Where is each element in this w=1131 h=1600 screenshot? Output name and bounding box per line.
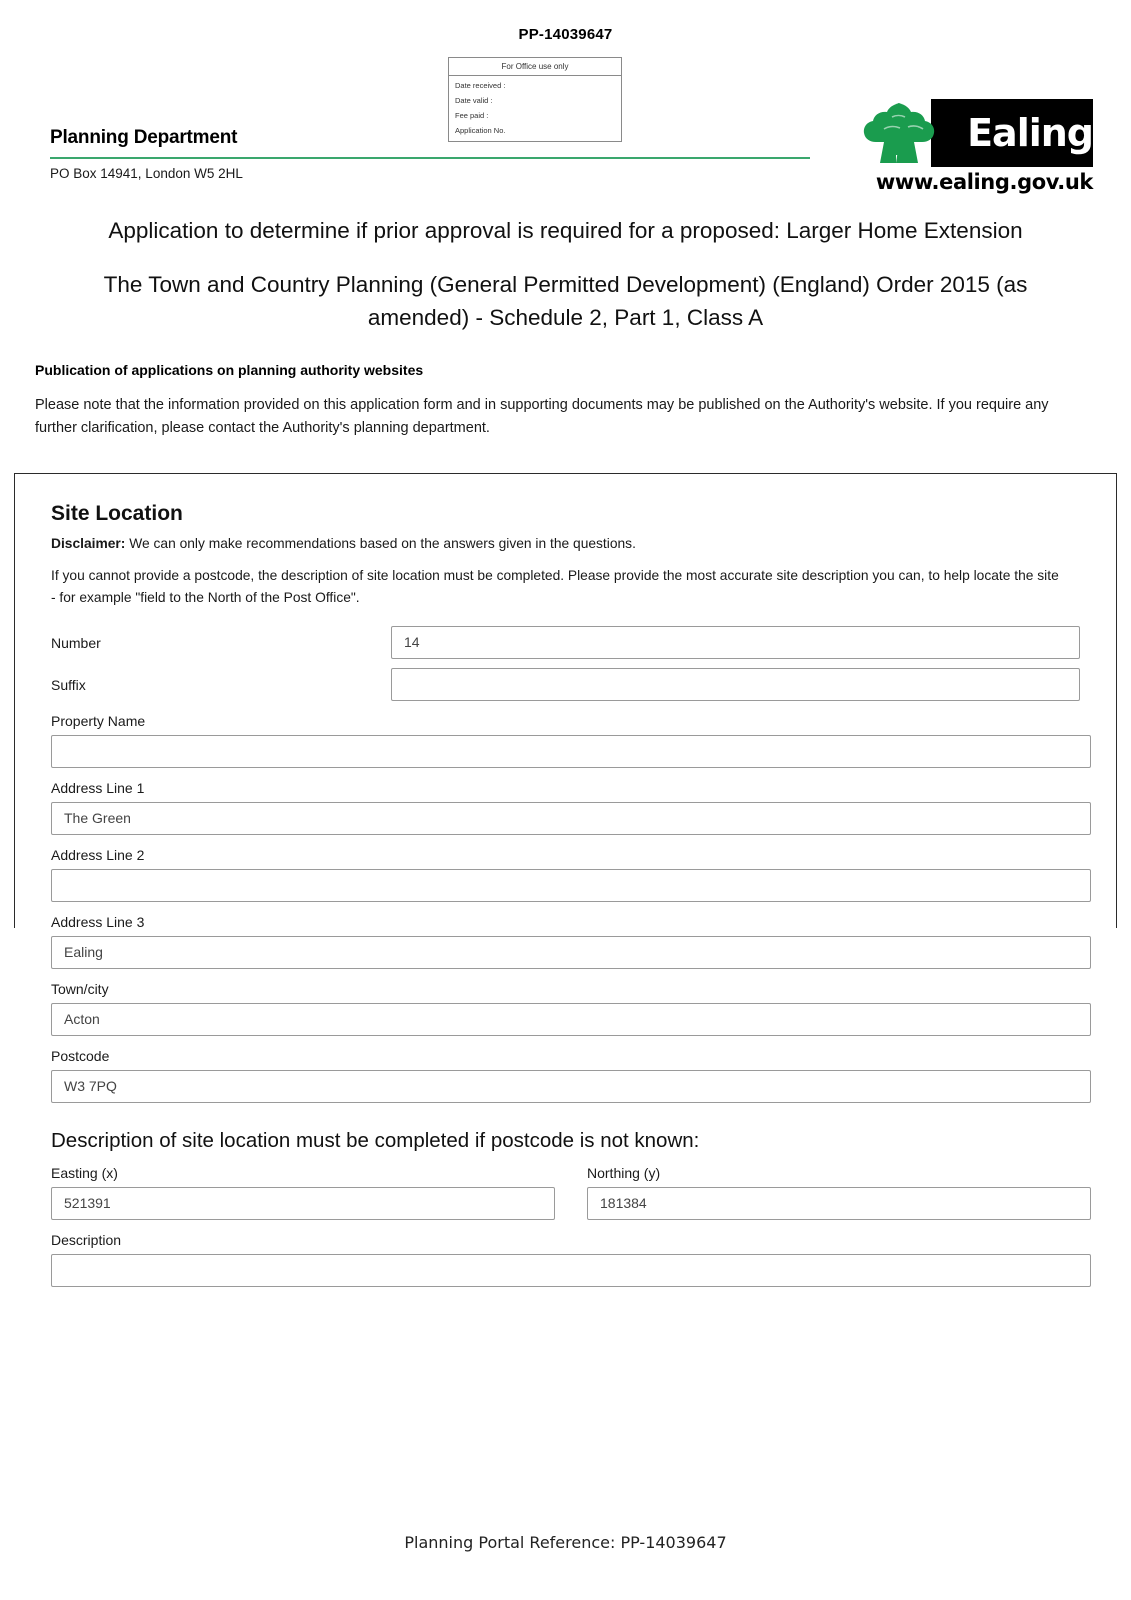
publication-heading: Publication of applications on planning authority websites [35, 362, 424, 379]
number-input[interactable]: 14 [391, 626, 1080, 659]
coordinates-row [51, 1165, 1080, 1220]
town-city-input[interactable]: Acton [51, 1003, 1091, 1036]
easting-input[interactable]: 521391 [51, 1187, 555, 1220]
address-line-1-input[interactable]: The Green [51, 802, 1091, 835]
suffix-row [51, 668, 1080, 701]
disclaimer-label: Disclaimer: [51, 536, 126, 552]
logo-url: www.ealing.gov.uk [875, 170, 1093, 194]
address-line-2-input[interactable] [51, 869, 1091, 902]
easting-label: Easting (x) [51, 1165, 118, 1182]
northing-label: Northing (y) [587, 1165, 661, 1182]
document-header [38, 49, 1093, 209]
postcode-input[interactable]: W3 7PQ [51, 1070, 1091, 1103]
tree-icon [848, 99, 958, 167]
application-reference-top: PP-14039647 [518, 26, 613, 43]
page-title: Application to determine if prior approval is required for a proposed: Larger Home Extension [108, 218, 1023, 243]
ealing-logo [848, 99, 1093, 194]
department-name: Planning Department [50, 127, 238, 148]
office-use-fee-paid: Fee paid : [455, 111, 489, 120]
address-line-1-label: Address Line 1 [51, 780, 145, 797]
number-row [51, 626, 1080, 659]
department-block [50, 127, 810, 181]
office-use-title: For Office use only [449, 58, 621, 76]
address-line-2-label: Address Line 2 [51, 847, 145, 864]
disclaimer-row [51, 536, 1080, 551]
site-location-note: If you cannot provide a postcode, the description of site location must be completed. Please provide the most accurate site description you can, to help locate the site - for example "field to the North of the Post Office". [51, 568, 1059, 605]
easting-group [51, 1165, 555, 1220]
department-address: PO Box 14941, London W5 2HL [50, 166, 243, 181]
description-label: Description [51, 1232, 122, 1249]
address-line-3-label: Address Line 3 [51, 914, 145, 931]
suffix-input[interactable] [391, 668, 1080, 701]
page-footer: Planning Portal Reference: PP-14039647 [404, 1533, 727, 1552]
disclaimer-text: We can only make recommendations based on the answers given in the questions. [125, 536, 636, 552]
page-subtitle: The Town and Country Planning (General Permitted Development) (England) Order 2015 (as amended) - Schedule 2, Part 1, Class A [103, 271, 1028, 330]
northing-input[interactable]: 181384 [587, 1187, 1091, 1220]
address-line-3-input[interactable]: Ealing [51, 936, 1091, 969]
description-input[interactable] [51, 1254, 1091, 1287]
town-city-label: Town/city [51, 981, 109, 998]
postcode-label: Postcode [51, 1048, 110, 1065]
office-use-date-received: Date received : [455, 81, 506, 90]
site-location-title: Site Location [51, 502, 183, 526]
office-use-date-valid: Date valid : [455, 96, 493, 105]
property-name-input[interactable] [51, 735, 1091, 768]
suffix-label: Suffix [51, 676, 86, 693]
publication-body: Please note that the information provided on this application form and in supporting documents may be published on the Authority's website. If you require any further clarification, please contact the Authority's planning department. [35, 397, 1049, 436]
description-section-heading: Description of site location must be completed if postcode is not known: [51, 1129, 700, 1153]
property-name-label: Property Name [51, 713, 146, 730]
number-label: Number [51, 634, 101, 651]
northing-group [587, 1165, 1091, 1220]
logo-bar [848, 99, 1093, 167]
header-divider [50, 157, 810, 159]
site-location-panel [14, 473, 1117, 1249]
logo-wordmark: Ealing [967, 111, 1093, 155]
office-use-application-no: Application No. [455, 126, 506, 135]
